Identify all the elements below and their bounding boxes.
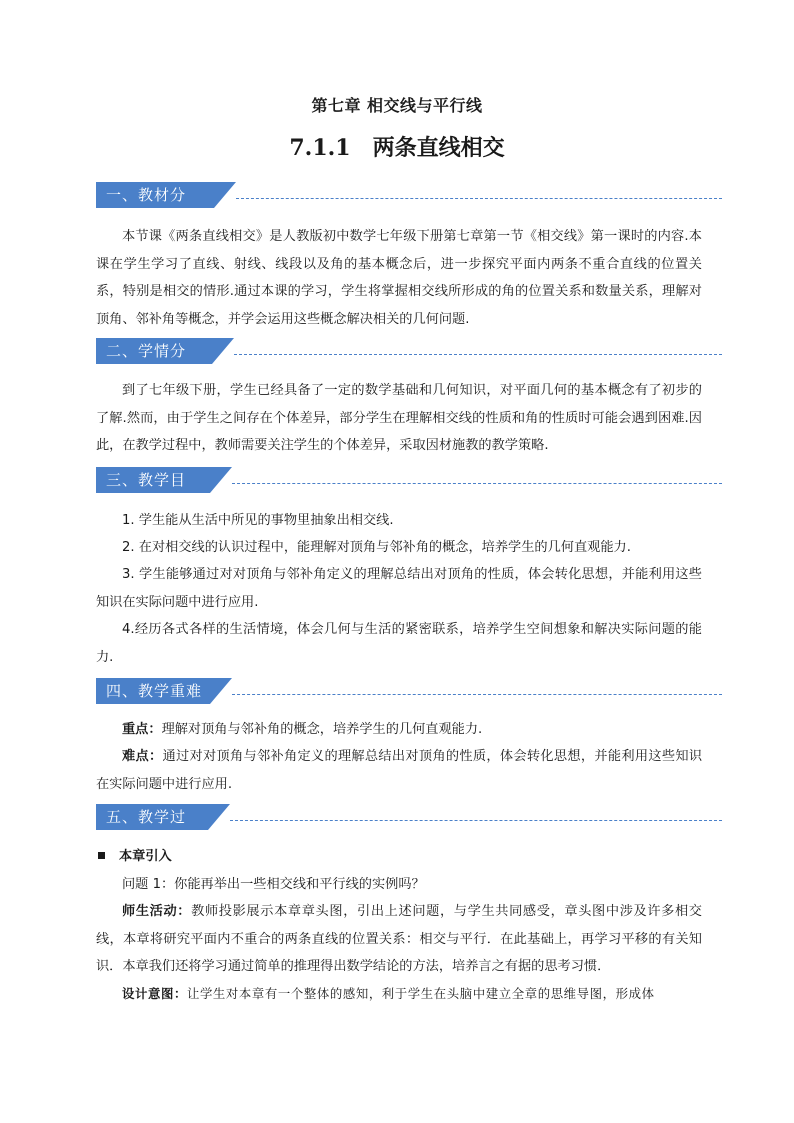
difficult-text: 通过对对顶角与邻补角定义的理解总结出对顶角的性质，体会转化思想，并能利用这些知识在实际问题中进行应用. bbox=[96, 749, 703, 792]
activity-text: 教师投影展示本章章头图，引出上述问题，与学生共同感受，章头图中涉及许多相交线，本章将研究平面内不重合的两条直线的位置关系：相交与平行．在此基础上，再学习平移的有关知识．本章我们还将学习通过简单的推理得出数学结论的方法，培养言之有据的思考习惯． bbox=[96, 904, 702, 974]
section-heading-process bbox=[96, 804, 722, 830]
design-label: 设计意图： bbox=[122, 986, 187, 1001]
design-text: 让学生对本章有一个整体的感知，利于学生在头脑中建立全章的思维导图，形成体 bbox=[186, 986, 655, 1001]
section-heading-key-points bbox=[96, 678, 722, 704]
dashed-divider bbox=[234, 354, 722, 355]
lesson-title bbox=[0, 131, 794, 162]
square-bullet-icon bbox=[98, 852, 105, 859]
dashed-divider bbox=[230, 820, 722, 821]
paragraph-student-analysis: 到了七年级下册，学生已经具备了一定的数学基础和几何知识，对平面几何的基本概念有了初步的了解.然而，由于学生之间存在个体差异，部分学生在理解相交线的性质和角的性质时可能会遇到困难.因此，在教学过程中，教师需要关注学生的个体差异，采取因材施教的教学策略. bbox=[96, 383, 702, 453]
design-intent bbox=[96, 980, 702, 1008]
section-tab: 二、学情分 bbox=[96, 338, 212, 364]
dashed-divider bbox=[232, 483, 722, 484]
difficult-label: 难点： bbox=[122, 749, 163, 764]
objective-item: 3. 学生能够通过对对顶角与邻补角定义的理解总结出对顶角的性质，体会转化思想，并能利用这些知识在实际问题中进行应用. bbox=[96, 567, 702, 610]
dashed-divider bbox=[232, 694, 722, 695]
paragraph-material-analysis: 本节课《两条直线相交》是人教版初中数学七年级下册第七章第一节《相交线》第一课时的内容.本课在学生学习了直线、射线、线段以及角的基本概念后，进一步探究平面内两条不重合直线的位置关系，特别是相交的情形.通过本课的学习，学生将掌握相交线所形成的角的位置关系和数量关系，理解对顶角、邻补角等概念，并学会运用这些概念解决相关的几何问题. bbox=[96, 229, 702, 327]
section-tab: 一、教材分 bbox=[96, 182, 214, 208]
chapter-title: 第七章 相交线与平行线 bbox=[311, 96, 483, 115]
key-label: 重点： bbox=[122, 722, 162, 737]
objective-item: 2. 在对相交线的认识过程中，能理解对顶角与邻补角的概念，培养学生的几何直观能力. bbox=[122, 540, 631, 555]
activity-label: 师生活动： bbox=[122, 904, 192, 919]
objective-item: 4.经历各式各样的生活情境，体会几何与生活的紧密联系，培养学生空间想象和解决实际问题的能力. bbox=[96, 622, 702, 665]
key-point bbox=[96, 716, 702, 744]
dashed-divider bbox=[236, 198, 722, 199]
teacher-student-activity bbox=[96, 898, 702, 981]
chapter-intro-bullet bbox=[96, 843, 702, 871]
section-tab: 五、教学过 bbox=[96, 804, 208, 830]
question-1: 问题 1：你能再举出一些相交线和平行线的实例吗？ bbox=[122, 877, 425, 892]
key-text: 理解对顶角与邻补角的概念，培养学生的几何直观能力. bbox=[161, 722, 483, 737]
section-number: 7.1.1 bbox=[289, 135, 351, 161]
section-tab: 四、教学重难 bbox=[96, 678, 210, 704]
objective-item: 1. 学生能从生活中所见的事物里抽象出相交线. bbox=[122, 513, 394, 528]
section-title: 两条直线相交 bbox=[372, 136, 505, 161]
section-heading-student-analysis bbox=[96, 338, 722, 364]
difficult-point bbox=[96, 743, 702, 798]
section-heading-analysis bbox=[96, 182, 722, 208]
section-heading-objectives bbox=[96, 467, 722, 493]
section-tab: 三、教学目 bbox=[96, 467, 210, 493]
intro-label: 本章引入 bbox=[119, 849, 172, 864]
